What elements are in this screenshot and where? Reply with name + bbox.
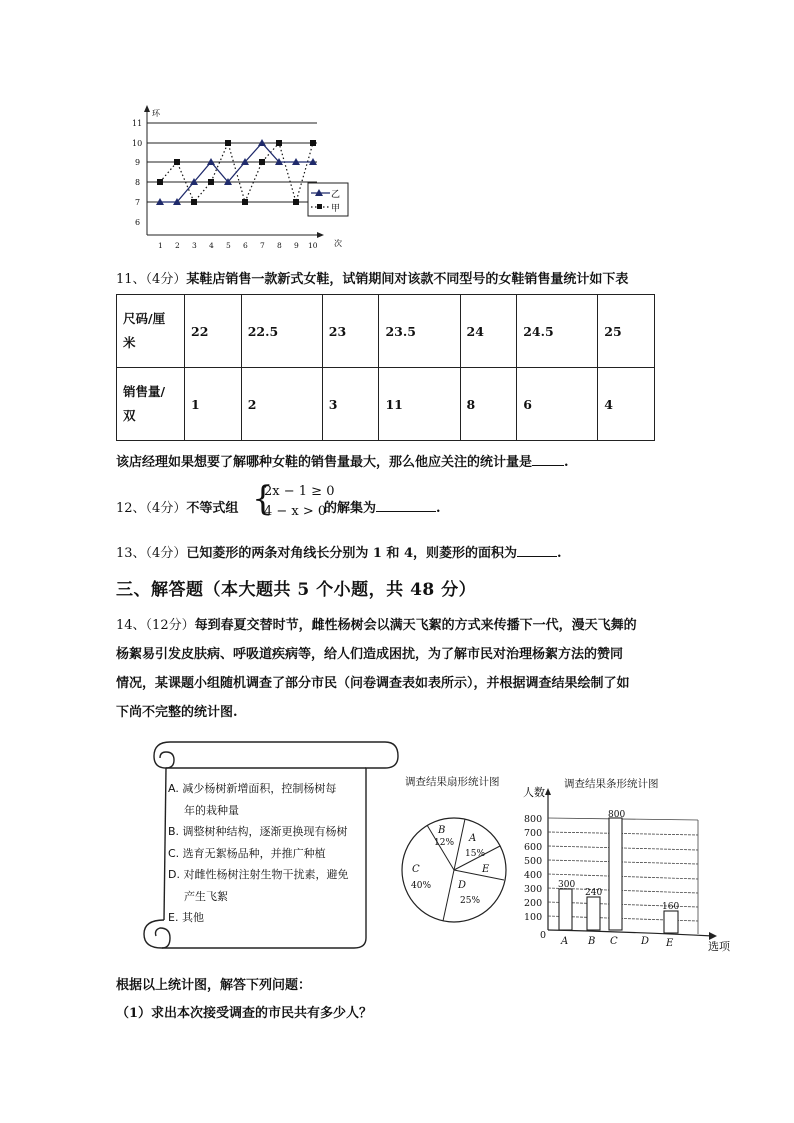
svg-text:9: 9 xyxy=(294,241,299,250)
svg-text:300: 300 xyxy=(524,884,543,895)
svg-text:800: 800 xyxy=(608,810,626,820)
table-cell: 24.5 xyxy=(517,295,598,368)
svg-text:5: 5 xyxy=(226,241,231,250)
svg-text:4: 4 xyxy=(209,241,214,250)
q14-sub1: （1）求出本次接受调查的市民共有多少人？ xyxy=(116,1006,373,1021)
svg-text:100: 100 xyxy=(524,912,543,923)
svg-text:6: 6 xyxy=(243,241,248,250)
svg-text:A: A xyxy=(561,936,569,947)
bar-c xyxy=(609,818,622,930)
q11-text: 11、（4分）某鞋店销售一款新式女鞋，试销期间对该款不同型号的女鞋销售量统计如下表 xyxy=(116,272,629,287)
svg-text:C: C xyxy=(610,936,618,947)
svg-text:200: 200 xyxy=(524,898,543,909)
svg-text:2: 2 xyxy=(175,241,180,250)
svg-text:300: 300 xyxy=(558,880,576,890)
q14-paragraph: 14、（12分）每到春夏交替时节，雌性杨树会以满天飞絮的方式来传播下一代，漫天飞舞的 杨絮易引发皮肤病、呼吸道疾病等，给人们造成困扰，为了解市民对治理杨絮方法的赞同 情况，某课题小组随机调查了部分市民（问卷调查表如表所示），并根据调查结果绘制了如 下尚不完整的统计图. xyxy=(116,618,637,720)
svg-text:3: 3 xyxy=(192,241,197,250)
bars xyxy=(559,818,678,933)
legend-jia: 甲 xyxy=(331,204,341,214)
y-tick: 11 xyxy=(132,119,143,128)
q12-answer: 的解集为 . xyxy=(324,501,441,516)
svg-text:D: D xyxy=(458,880,467,891)
svg-text:7: 7 xyxy=(260,241,265,250)
table-row-sizes xyxy=(117,295,655,368)
table-cell: 6 xyxy=(517,368,598,441)
answer-blank[interactable] xyxy=(532,453,564,466)
svg-text:E: E xyxy=(666,938,674,949)
table-cell: 22.5 xyxy=(241,295,322,368)
inequality-2: 4 − x > 0 xyxy=(264,504,327,519)
svg-text:240: 240 xyxy=(585,888,603,898)
q11-question: 该店经理如果想要了解哪种女鞋的销售量最大，那么他应关注的统计量是 . xyxy=(116,455,569,470)
q14-follow: 根据以上统计图，解答下列问题： xyxy=(116,978,312,993)
table-cell: 1 xyxy=(185,368,242,441)
svg-text:25%: 25% xyxy=(460,896,481,906)
bar-categories xyxy=(560,936,674,949)
svg-text:A: A xyxy=(469,833,477,844)
svg-text:12%: 12% xyxy=(434,838,455,848)
y-tick: 10 xyxy=(132,139,143,148)
option-b: B. 调整树种结构，逐渐更换现有杨树 xyxy=(168,825,348,838)
bar-b xyxy=(587,897,600,930)
svg-text:E: E xyxy=(482,864,490,875)
table-cell: 3 xyxy=(322,368,379,441)
inequality-1: 2x − 1 ≥ 0 xyxy=(264,484,335,499)
svg-text:1: 1 xyxy=(158,241,163,250)
table-cell: 23.5 xyxy=(379,295,460,368)
table-cell: 22 xyxy=(185,295,242,368)
chart-legend xyxy=(308,183,348,216)
table-cell: 23 xyxy=(322,295,379,368)
svg-text:160: 160 xyxy=(662,902,680,912)
answer-blank[interactable] xyxy=(517,544,557,557)
brace-icon: { xyxy=(252,479,274,519)
option-a: A. 减少杨树新增面积，控制杨树每 xyxy=(168,782,337,795)
bar-x-label: 选项 xyxy=(708,940,730,952)
svg-text:40%: 40% xyxy=(411,881,432,891)
line-chart xyxy=(130,100,360,255)
svg-text:700: 700 xyxy=(524,828,543,839)
svg-text:15%: 15% xyxy=(465,849,486,859)
option-c: C. 选育无絮杨品种，并推广种植 xyxy=(168,846,326,860)
table-cell: 24 xyxy=(460,295,517,368)
pie-chart xyxy=(398,800,518,925)
y-tick: 6 xyxy=(135,218,141,227)
y-tick: 8 xyxy=(135,178,141,187)
answer-blank[interactable] xyxy=(376,499,436,512)
svg-text:D: D xyxy=(641,936,650,947)
table-row-sales xyxy=(117,368,655,441)
svg-text:400: 400 xyxy=(524,870,543,881)
bar-a xyxy=(559,889,572,930)
questionnaire-options: A. 减少杨树新增面积，控制杨树每 年的栽种量 B. 调整树种结构，逐渐更换现有杨树 C. 选育无絮杨品种，并推广种植 D. 对雌性杨树注射生物干扰素，避免 产生飞絮 E. 其他 xyxy=(168,778,348,929)
y-tick: 7 xyxy=(135,198,141,207)
bar-e xyxy=(664,911,678,933)
pie-chart-title: 调查结果扇形统计图 xyxy=(405,776,500,788)
y-axis-label: 环 xyxy=(152,109,160,118)
svg-text:B: B xyxy=(438,825,446,836)
svg-text:8: 8 xyxy=(277,241,282,250)
bar-y-ticks xyxy=(524,814,546,941)
svg-text:600: 600 xyxy=(524,842,543,853)
svg-text:0: 0 xyxy=(540,930,547,941)
q13-text: 13、（4分）已知菱形的两条对角线长分别为 1 和 4，则菱形的面积为 . xyxy=(116,546,562,561)
x-ticks xyxy=(158,241,318,250)
y-tick: 9 xyxy=(135,158,141,167)
table-cell: 8 xyxy=(460,368,517,441)
series-yi-line xyxy=(160,143,313,202)
svg-text:500: 500 xyxy=(524,856,543,867)
svg-text:800: 800 xyxy=(524,814,543,825)
svg-text:C: C xyxy=(412,864,420,875)
bar-chart xyxy=(515,780,745,952)
bar-y-label: 人数 xyxy=(523,786,545,799)
option-d: D. 对雌性杨树注射生物干扰素，避免 xyxy=(168,868,349,881)
section-title: 三、解答题（本大题共 5 个小题，共 48 分） xyxy=(116,580,477,600)
q12-text: 12、（4分）不等式组 xyxy=(116,501,239,516)
svg-text:10: 10 xyxy=(308,241,318,250)
x-axis-label: 次 xyxy=(334,239,342,248)
table-cell: 25 xyxy=(598,295,655,368)
table-cell: 4 xyxy=(598,368,655,441)
shoe-sales-table xyxy=(116,294,655,441)
svg-text:B: B xyxy=(588,936,596,947)
option-e: E. 其他 xyxy=(168,911,204,924)
bar-chart-title: 调查结果条形统计图 xyxy=(564,778,659,790)
table-cell: 11 xyxy=(379,368,460,441)
table-cell: 2 xyxy=(241,368,322,441)
row-header-sales: 销售量/ 双 xyxy=(117,368,185,441)
legend-yi: 乙 xyxy=(331,190,341,200)
row-header-size: 尺码/厘 米 xyxy=(117,295,185,368)
